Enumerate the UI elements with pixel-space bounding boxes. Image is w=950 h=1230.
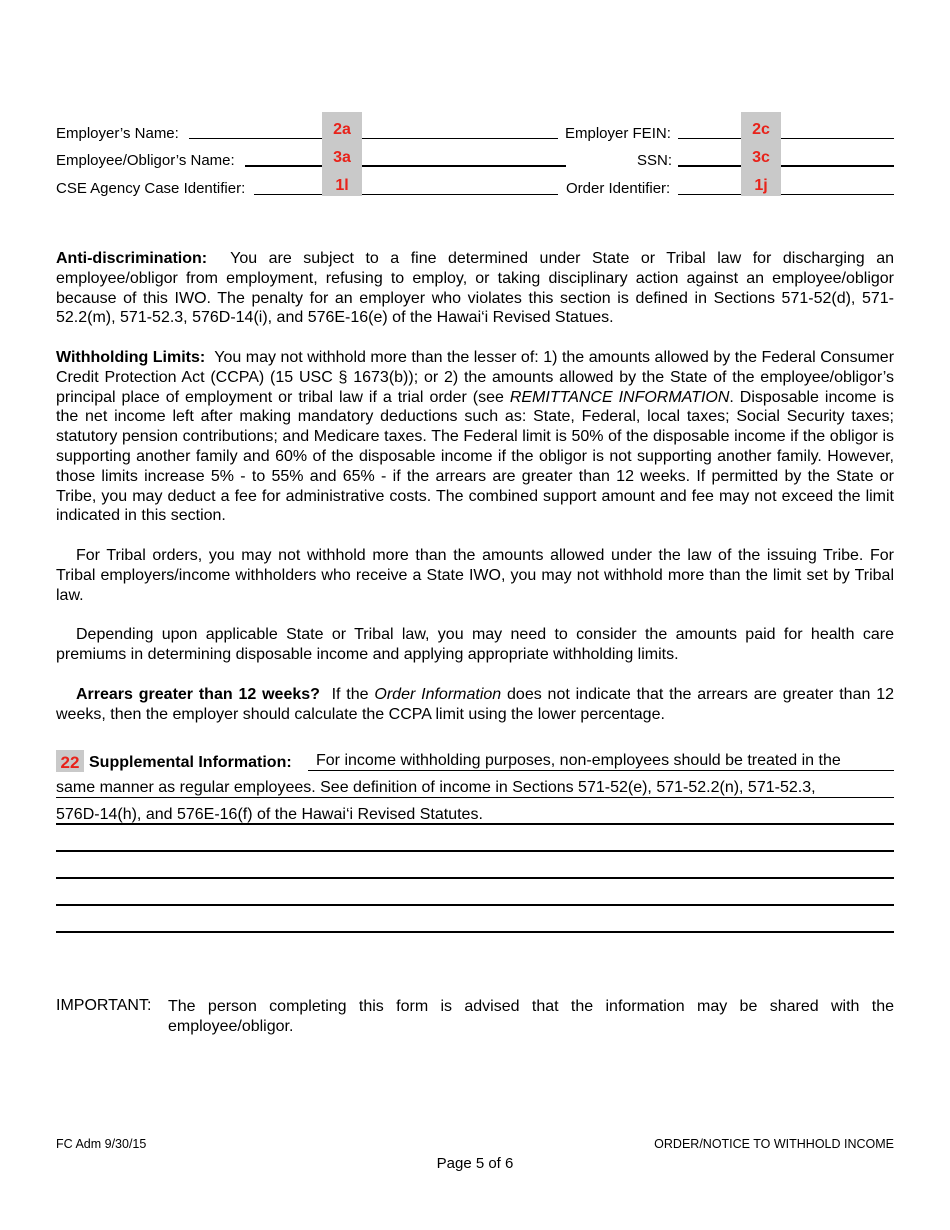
anti-discrimination-paragraph xyxy=(56,249,894,328)
withholding-limits-text: You may not withhold more than the lesser of: 1) the amounts allowed by the Federal Consumer Credit Protection Act (CCPA) (15 USC § 1673(b)); or 2) the amounts allowed by the State of the employee/obligor’s principal place of employment or tribal law if a trial order (see xyxy=(56,349,895,406)
case-id-code: 1l xyxy=(322,168,362,196)
important-text: The person completing this form is advised that the information may be shared with the employee/obligor. xyxy=(168,998,894,1035)
supplemental-underline-3 xyxy=(56,823,894,825)
tribal-orders-paragraph: For Tribal orders, you may not withhold more than the amounts allowed under the law of the issuing Tribe. For Tribal employers/income withholders who receive a State IWO, you may not withhold more than the limit set by Tribal law. xyxy=(56,547,894,604)
employer-fein-label: Employer FEIN: xyxy=(565,125,671,142)
withholding-limits-text-cont: . Disposable income is the net income left after making mandatory deductions such as: State, Federal, local taxes; Social Security taxes; statutory pension contributions; and Medicare taxes. The Federal limit is 50% of the disposable income if the obligor is supporting another family and 60% of the disposable income if the obligor is not supporting another family. However, those limits increase 5% - to 55% and 65% - if the arrears are greater than 12 weeks. If permitted by the State or Tribe, you may deduct a fee for administrative costs. The combined support amount and fee may not exceed the limit indicated in this section. xyxy=(56,388,894,525)
supplemental-blank-line[interactable] xyxy=(56,877,894,879)
footer-form-id: FC Adm 9/30/15 xyxy=(56,1137,147,1151)
order-id-label: Order Identifier: xyxy=(566,180,671,197)
employee-name-field[interactable] xyxy=(245,165,566,167)
footer-form-title: ORDER/NOTICE TO WITHHOLD INCOME xyxy=(654,1137,894,1151)
arrears-text-cont: does not indicate that the arrears are greater than 12 weeks, then the employer should calculate the CCPA limit using the lower percentage. xyxy=(56,686,894,723)
order-id-code: 1j xyxy=(741,168,781,196)
employee-name-code: 3a xyxy=(322,140,362,168)
arrears-heading: Arrears greater than 12 weeks? xyxy=(76,686,320,703)
case-id-field[interactable] xyxy=(254,194,558,195)
withholding-limits-heading: Withholding Limits: xyxy=(56,349,206,366)
supplemental-heading: Supplemental Information: xyxy=(89,754,292,771)
arrears-paragraph xyxy=(56,685,894,725)
health-care-paragraph: Depending upon applicable State or Tribal law, you may need to consider the amounts paid for health care premiums in determining disposable income and applying appropriate withholding limits. xyxy=(56,626,894,663)
supplemental-underline-1 xyxy=(308,770,894,771)
footer-page-number: Page 5 of 6 xyxy=(436,1155,514,1172)
ssn-code: 3c xyxy=(741,140,781,168)
supplemental-underline-2 xyxy=(56,797,894,798)
important-label: IMPORTANT: xyxy=(56,997,152,1014)
supplemental-blank-line[interactable] xyxy=(56,931,894,933)
withholding-limits-paragraph xyxy=(56,348,894,526)
ssn-label: SSN: xyxy=(637,152,673,169)
supplemental-blank-line[interactable] xyxy=(56,904,894,906)
anti-discrimination-heading: Anti-discrimination: xyxy=(56,250,208,267)
employer-fein-code: 2c xyxy=(741,112,781,140)
employer-fein-field[interactable] xyxy=(678,138,894,139)
supplemental-code: 22 xyxy=(56,750,84,772)
supplemental-line-3: 576D-14(h), and 576E-16(f) of the Hawai‘i Revised Statutes. xyxy=(56,806,483,823)
employee-name-label: Employee/Obligor’s Name: xyxy=(56,152,235,169)
anti-discrimination-text: You are subject to a fine determined under State or Tribal law for discharging an employee/obligor from employment, refusing to employ, or taking disciplinary action against an employee/obligor because of this IWO. The penalty for an employer who violates this section is defined in Sections 571-52(d), 571-52.2(m), 571-52.3, 576D-14(i), and 576E-16(e) of the Hawai‘i Revised Statues. xyxy=(56,250,895,327)
employer-name-field[interactable] xyxy=(189,138,558,139)
supplemental-line-1: For income withholding purposes, non-employees should be treated in the xyxy=(316,752,841,769)
order-information-ref: Order Information xyxy=(374,686,502,703)
employer-name-label: Employer’s Name: xyxy=(56,125,179,142)
supplemental-blank-line[interactable] xyxy=(56,850,894,852)
arrears-text: If the xyxy=(331,686,369,703)
supplemental-line-2: same manner as regular employees. See definition of income in Sections 571-52(e), 571-52.2(n), 571-52.3, xyxy=(56,779,816,796)
remittance-information-ref: REMITTANCE INFORMATION xyxy=(509,388,730,406)
employer-name-code: 2a xyxy=(322,112,362,140)
order-id-field[interactable] xyxy=(678,194,894,195)
ssn-field[interactable] xyxy=(678,165,894,167)
case-id-label: CSE Agency Case Identifier: xyxy=(56,180,246,197)
